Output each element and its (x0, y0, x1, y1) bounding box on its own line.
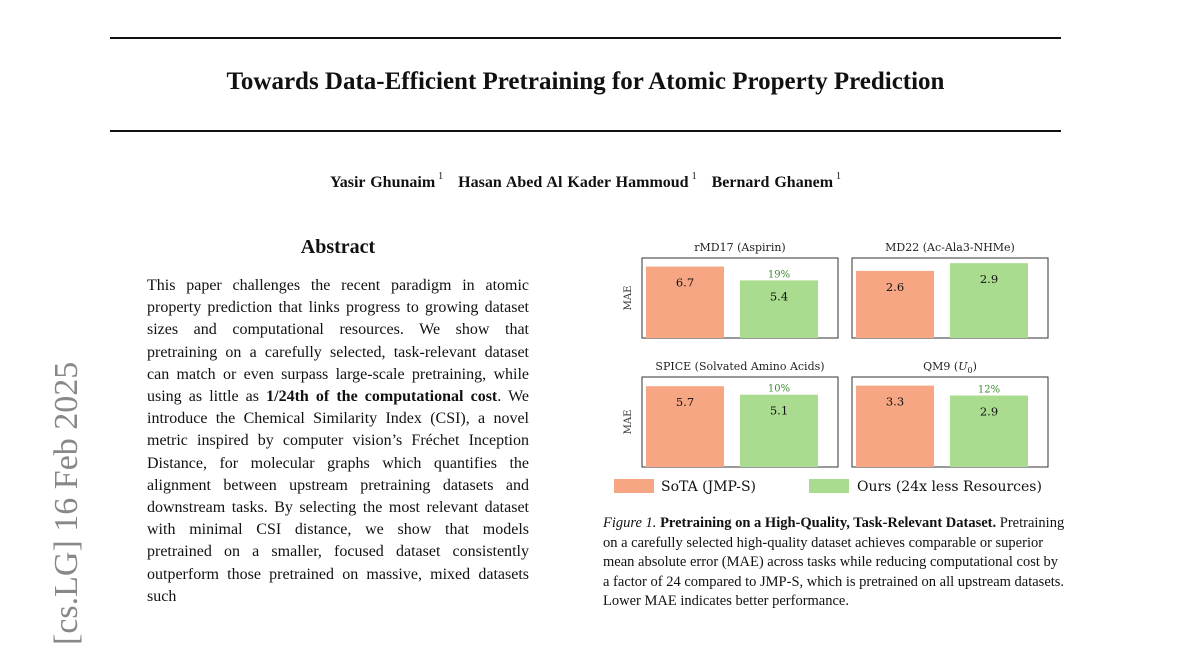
caption-text: Pretraining on a carefully selected high-quality dataset achieves comparable or superior mean absolute error (MAE) across tasks while reducing computational cost by a factor of 24 compared to JMP-S, which is pretrained on all upstream datasets. Lower MAE indicates better performance. (603, 515, 1065, 609)
abstract-heading: Abstract (300, 236, 376, 258)
abstract-part-2: . We introduce the Chemical Similarity Index (CSI), a novel metric inspired by computer vision’s Fréchet Inception Distance, for molecular graphs which quantifies the alignment between upstream pretraining datasets and downstream tasks. By selecting the most relevant dataset with minimal CSI distance, we show that models pretrained on a smaller, focused dataset consistently outperform those pretrained on massive, mixed datasets such (147, 388, 529, 605)
abstract-text (147, 275, 529, 608)
affiliation-mark: 1 (438, 171, 444, 182)
author-list (110, 173, 1061, 192)
chart-legend (614, 479, 1042, 495)
bar-value-label: 3.3 (885, 394, 905, 409)
affiliation-mark: 1 (691, 171, 697, 182)
author-2 (458, 171, 697, 192)
bar-value-label: 2.9 (979, 404, 999, 419)
title-bottom-rule (110, 130, 1061, 132)
abstract-bold: 1/24th of the computational cost (266, 388, 498, 406)
bar-value-label: 5.1 (769, 403, 789, 418)
improvement-label: 19% (767, 269, 791, 281)
legend-swatch-sota (614, 479, 654, 493)
panel-ylabel: MAE (623, 409, 634, 435)
bar-value-label: 5.7 (675, 395, 695, 410)
legend-swatch-ours (809, 479, 849, 493)
panel-title: MD22 (Ac-Ala3-NHMe) (885, 241, 1015, 254)
legend-label-sota: SoTA (JMP-S) (661, 479, 756, 495)
paper-title: Towards Data-Efficient Pretraining for Atomic Property Prediction (226, 68, 945, 95)
author-name: Hasan Abed Al Kader Hammoud (458, 174, 689, 192)
author-name: Yasir Ghunaim (329, 174, 436, 192)
title-symbol: U (958, 360, 968, 373)
panel-ylabel: MAE (623, 285, 634, 311)
author-1 (329, 171, 444, 192)
arxiv-stamp: [cs.LG] 16 Feb 2025 (48, 361, 85, 645)
author-name: Bernard Ghanem (711, 174, 834, 192)
improvement-label: 10% (767, 383, 791, 395)
figure-1-chart (600, 232, 1070, 512)
chart-panel (623, 360, 838, 467)
abstract-part-1: This paper challenges the recent paradigm in atomic property prediction that links progress to growing dataset sizes and computational resources. We show that pretraining on a carefully selected, task-relevant dataset can match or even surpass large-scale pretraining, while using as little as (147, 277, 529, 406)
bar-value-label: 2.9 (979, 272, 999, 287)
affiliation-mark: 1 (836, 171, 842, 182)
panel-title: SPICE (Solvated Amino Acids) (655, 360, 825, 373)
author-3 (711, 171, 842, 192)
title-close: ) (972, 360, 977, 373)
bar-value-label: 5.4 (769, 289, 789, 304)
top-rule (110, 37, 1061, 39)
bar-value-label: 6.7 (675, 275, 695, 290)
bar-value-label: 2.6 (885, 279, 905, 294)
chart-panel (852, 241, 1048, 338)
panel-title: rMD17 (Aspirin) (694, 241, 786, 254)
improvement-label: 12% (977, 384, 1001, 396)
figure-caption (603, 514, 1066, 612)
chart-panel (852, 360, 1048, 467)
chart-panel (623, 241, 838, 338)
legend-label-ours: Ours (24x less Resources) (857, 479, 1042, 495)
panel-title: QM9 $(U_0)$ (923, 360, 977, 375)
caption-title: Pretraining on a High-Quality, Task-Relevant Dataset. (660, 515, 997, 531)
title-subscript: 0 (967, 366, 973, 375)
caption-label: Figure 1. (603, 515, 657, 531)
